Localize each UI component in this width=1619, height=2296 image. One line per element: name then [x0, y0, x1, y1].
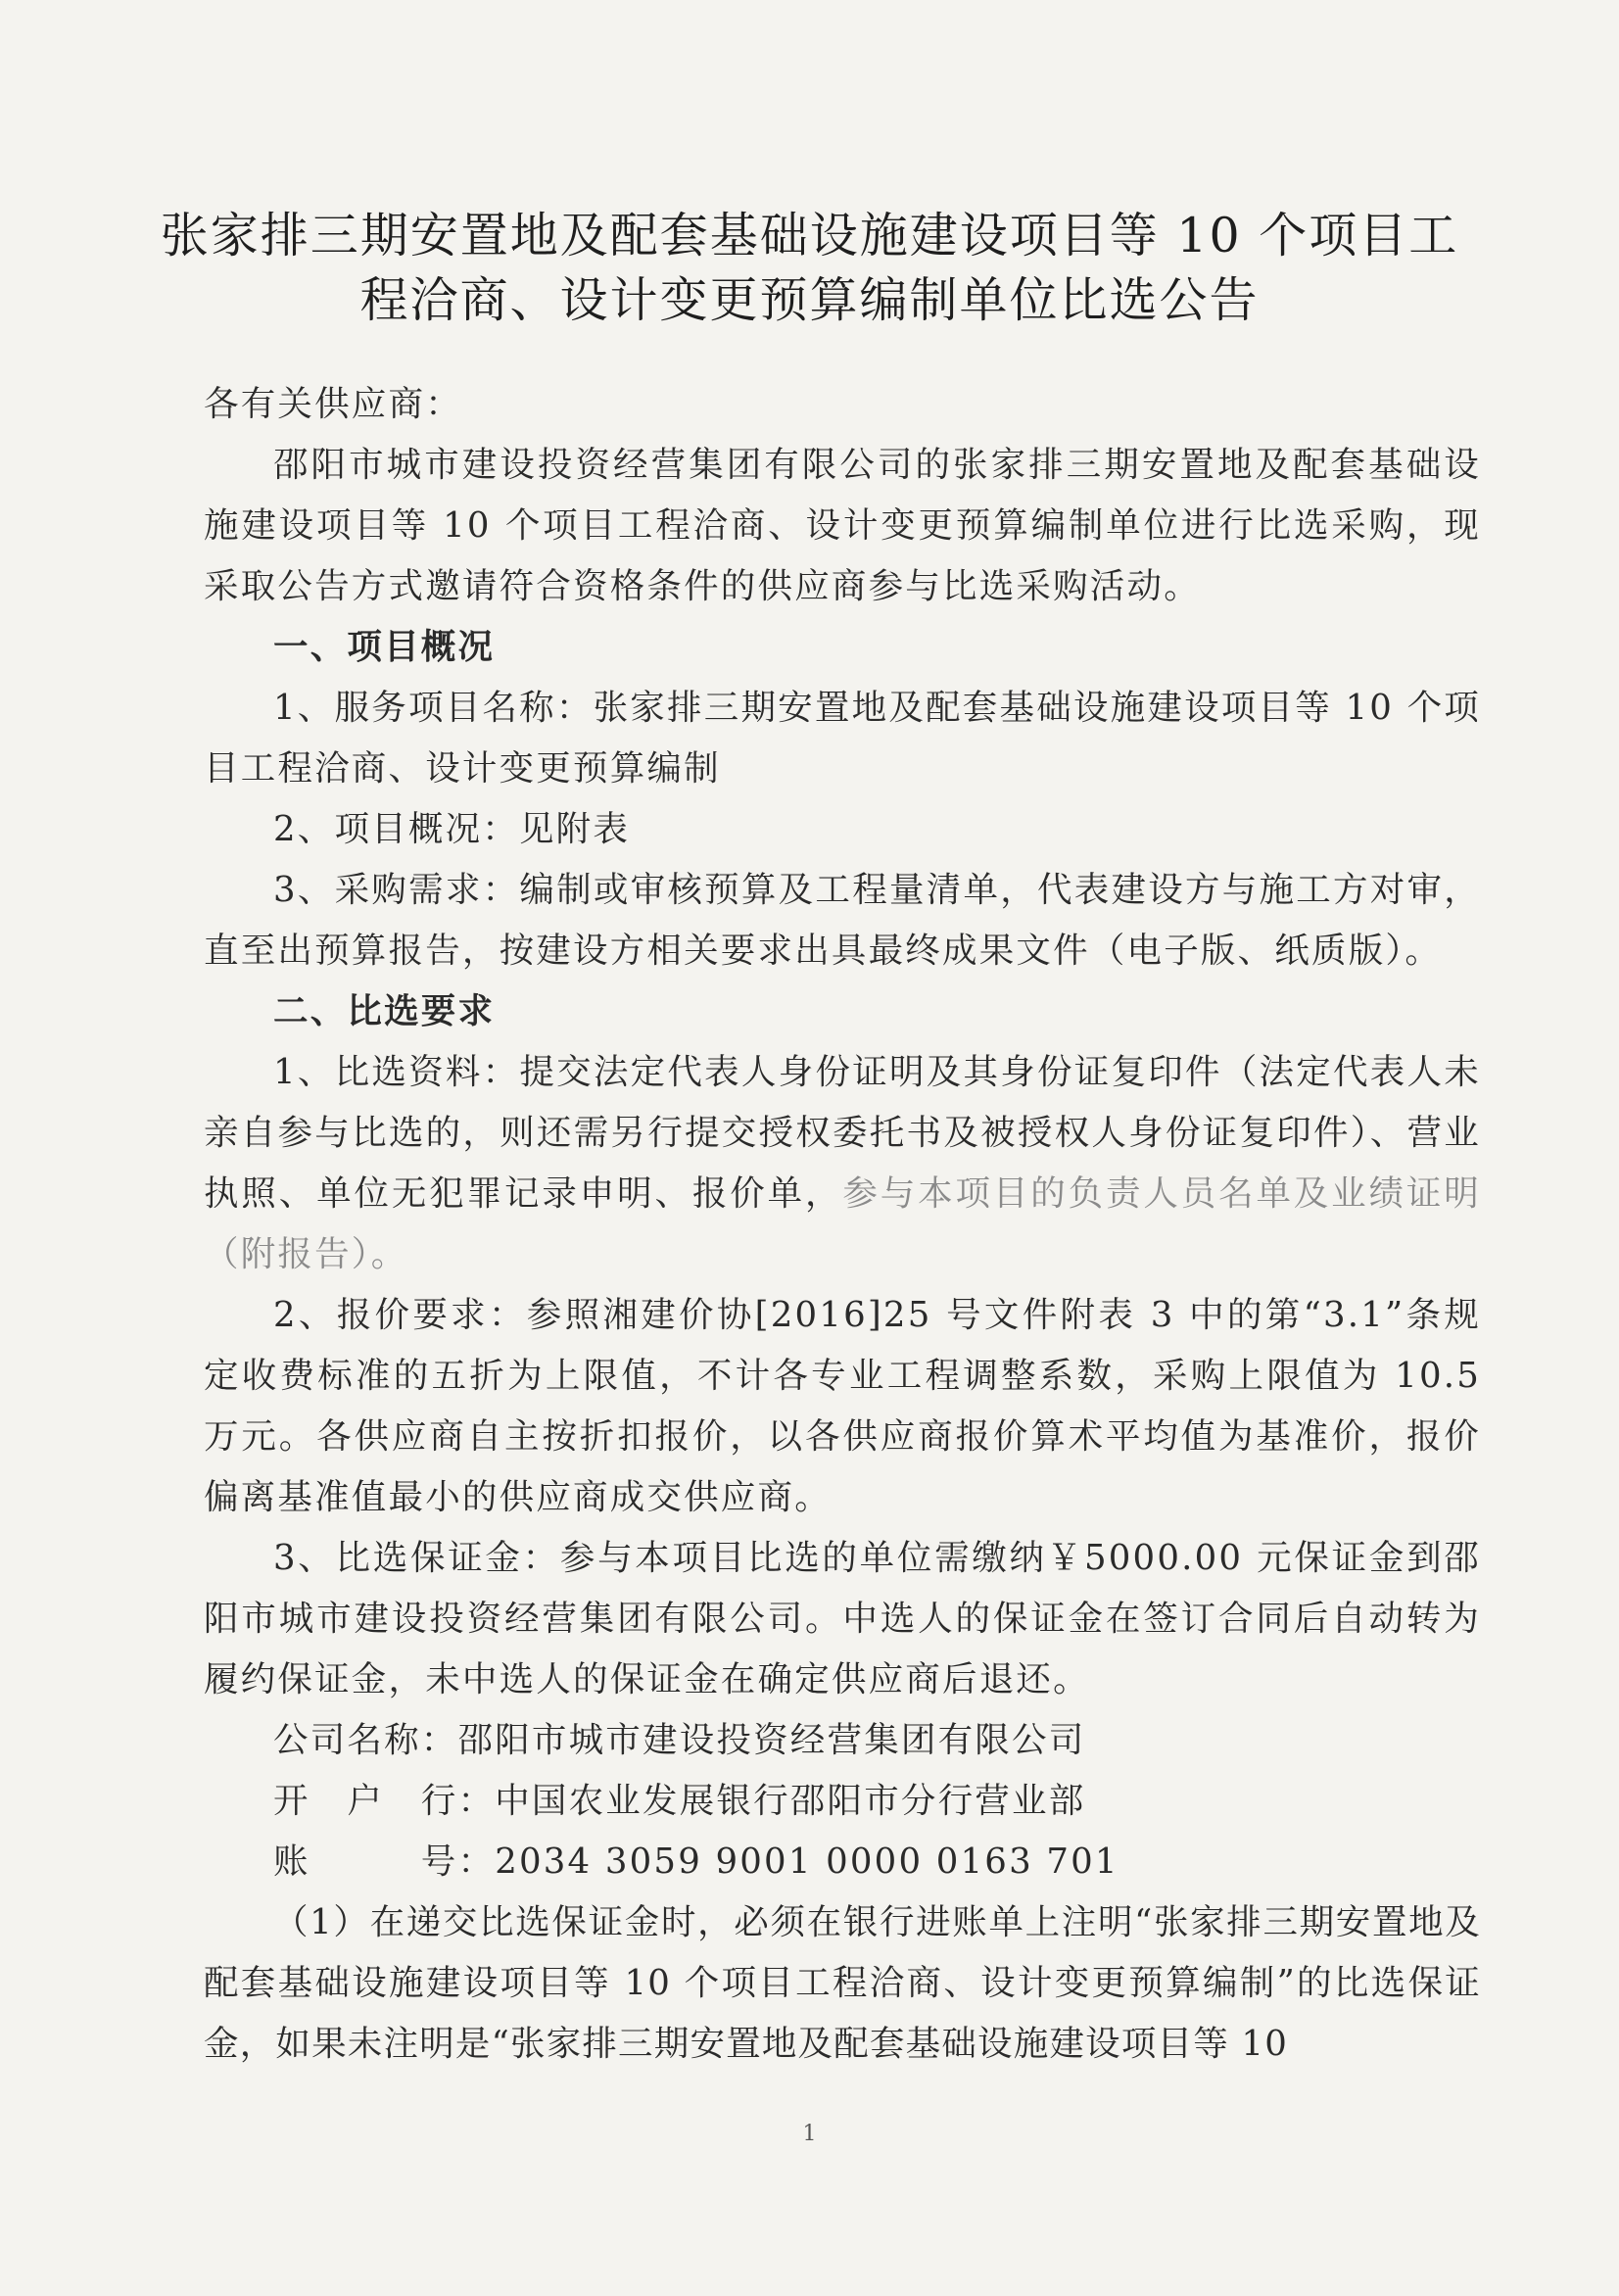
document-body — [204, 374, 1481, 2075]
section-1-item-1: 1、服务项目名称：张家排三期安置地及配套基础设施建设项目等 10 个项目工程洽商、设计变更预算编制 — [204, 688, 1481, 789]
title-line-1: 张家排三期安置地及配套基础设施建设项目等 10 个项目工 — [160, 208, 1459, 263]
section-1-item-3: 3、采购需求：编制或审核预算及工程量清单，代表建设方与施工方对审，直至出预算报告，按建设方相关要求出具最终成果文件（电子版、纸质版）。 — [204, 870, 1481, 971]
section-1-heading: 一、项目概况 — [273, 627, 496, 667]
section-2-item-1-text: 1、比选资料：提交法定代表人身份证明及其身份证复印件（法定代表人未亲自参与比选的，则还需另行提交授权委托书及被授权人身份证复印件）、营业执照、单位无犯罪记录申明、报价单， — [204, 1052, 1481, 1214]
page-number: 1 — [802, 2122, 817, 2146]
intro-paragraph: 邵阳市城市建设投资经营集团有限公司的张家排三期安置地及配套基础设施建设项目等 10 个项目工程洽商、设计变更预算编制单位进行比选采购，现采取公告方式邀请符合资格条件的供应商参与比选采购活动。 — [204, 445, 1481, 606]
document-title — [147, 204, 1472, 333]
section-1-item-2: 2、项目概况：见附表 — [273, 809, 631, 849]
section-2-item-3: 3、比选保证金：参与本项目比选的单位需缴纳￥5000.00 元保证金到邵阳市城市建设投资经营集团有限公司。中选人的保证金在签订合同后自动转为履约保证金，未中选人的保证金在确定供应商后退还。 — [204, 1538, 1481, 1699]
section-2-item-2: 2、报价要求：参照湘建价协[2016]25 号文件附表 3 中的第“3.1”条规定收费标准的五折为上限值，不计各专业工程调整系数，采购上限值为 10.5 万元。各供应商自主按折扣报价，以各供应商报价算术平均值为基准价，报价偏离基准值最小的供应商成交供应商。 — [204, 1295, 1481, 1517]
section-2-item-1 — [204, 1042, 1481, 1285]
title-line-2: 程洽商、设计变更预算编制单位比选公告 — [359, 272, 1260, 328]
salutation: 各有关供应商： — [204, 384, 462, 424]
section-2-heading: 二、比选要求 — [273, 991, 496, 1031]
bank-line: 开 户 行：中国农业发展银行邵阳市分行营业部 — [273, 1781, 1086, 1821]
company-name-line: 公司名称：邵阳市城市建设投资经营集团有限公司 — [273, 1720, 1086, 1760]
section-2-item-1-faded-text: 参与本项目的负责人员名单及业绩证明（附报告）。 — [204, 1173, 1482, 1274]
account-line: 账 号：2034 3059 9001 0000 0163 701 — [273, 1842, 1119, 1882]
note-1-paragraph: （1）在递交比选保证金时，必须在银行进账单上注明“张家排三期安置地及配套基础设施建设项目等 10 个项目工程洽商、设计变更预算编制”的比选保证金，如果未注明是“张家排三期安置地及配套基础设施建设项目等 10 — [204, 1902, 1481, 2064]
